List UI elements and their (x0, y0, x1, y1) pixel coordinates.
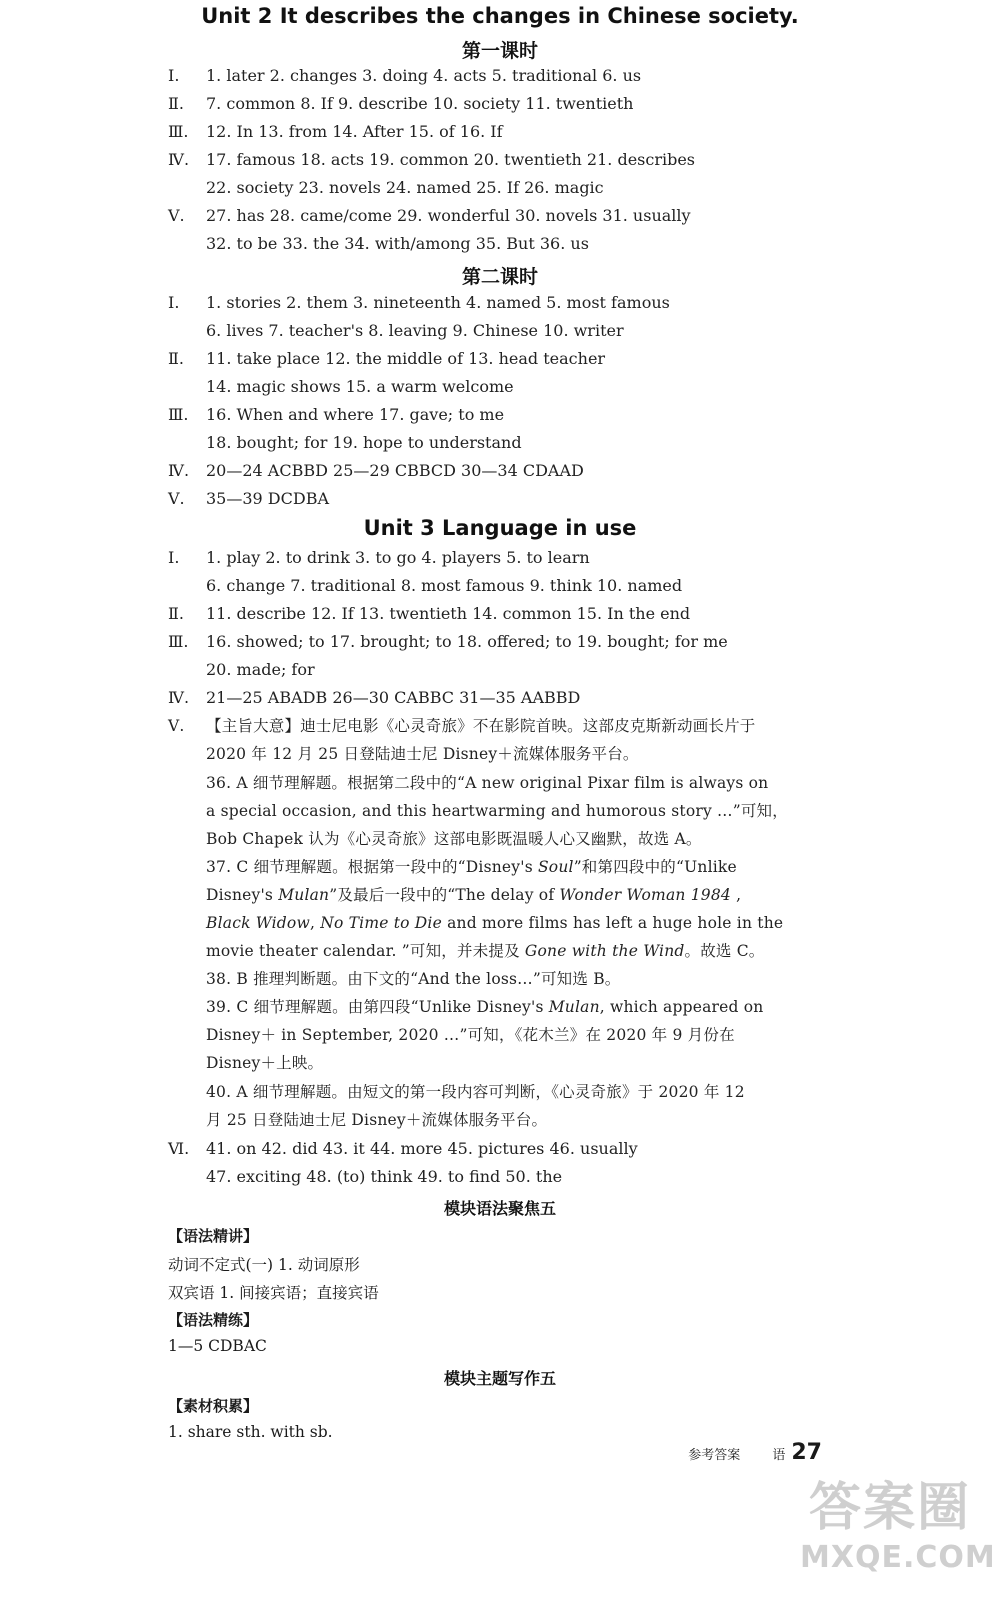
answer-line: Ⅲ. 12. In 13. from 14. After 15. of 16. If (168, 122, 503, 141)
q39-line: Disney＋ in September, 2020 …”可知，《花木兰》在 2020 年 9 月份在 (206, 1026, 735, 1044)
grammar-title: 模块语法聚焦五 (443, 1199, 556, 1218)
lesson2-title: 第二课时 (461, 266, 538, 288)
lesson1-title: 第一课时 (461, 40, 538, 62)
unit3-title: Unit 3 Language in use (363, 516, 637, 540)
answer-line: 22. society 23. novels 24. named 25. If 26. magic (206, 178, 604, 197)
grammar-line: 双宾语 1. 间接宾语；直接宾语 (168, 1284, 379, 1302)
watermark-logo: 答案圈 (808, 1478, 971, 1538)
answer-line: Ⅰ. 1. later 2. changes 3. doing 4. acts 5. traditional 6. us (168, 66, 642, 85)
answer-line: Ⅲ. 16. showed; to 17. brought; to 18. offered; to 19. bought; for me (168, 632, 728, 651)
q37-line: Black Widow, No Time to Die and more films has left a huge hole in the (206, 914, 784, 932)
q40-line: 40. A 细节理解题。由短文的第一段内容可判断，《心灵奇旅》于 2020 年 12 (206, 1083, 745, 1101)
grammar-line: 动词不定式(一) 1. 动词原形 (168, 1256, 360, 1274)
answer-line: Ⅵ. 41. on 42. did 43. it 44. more 45. pictures 46. usually (168, 1139, 638, 1158)
answer-line: Ⅳ. 20—24 ACBBD 25—29 CBBCD 30—34 CDAAD (168, 461, 584, 480)
answer-line: Ⅳ. 21—25 ABADB 26—30 CABBC 31—35 AABBD (168, 688, 581, 707)
q36-line: 36. A 细节理解题。根据第二段中的“A new original Pixar film is always on (206, 774, 769, 792)
footer-subject: 语 (772, 1448, 786, 1463)
q37-line: Disney's Mulan”及最后一段中的“The delay of Wonder Woman 1984 , (206, 886, 742, 904)
answer-line: 32. to be 33. the 34. with/among 35. But 36. us (206, 234, 589, 253)
writing-heading: 【素材积累】 (168, 1397, 259, 1415)
q39-line: 39. C 细节理解题。由第四段“Unlike Disney's Mulan, which appeared on (206, 998, 764, 1016)
q36-line: a special occasion, and this heartwarming and humorous story …”可知， (206, 802, 788, 820)
q37-line: 37. C 细节理解题。根据第一段中的“Disney's Soul”和第四段中的“Unlike (206, 858, 737, 876)
answer-line: Ⅱ. 7. common 8. If 9. describe 10. society 11. twentieth (168, 94, 634, 113)
page-footer (688, 1440, 822, 1465)
answer-line: 47. exciting 48. (to) think 49. to find 50. the (206, 1167, 563, 1186)
answer-line: 20. made; for (206, 660, 315, 679)
answer-line: Ⅴ. 35—39 DCDBA (168, 489, 330, 508)
answer-line: Ⅰ. 1. stories 2. them 3. nineteenth 4. named 5. most famous (168, 293, 670, 312)
grammar-line: 1—5 CDBAC (168, 1337, 267, 1355)
q39-line: Disney＋上映。 (206, 1054, 324, 1072)
watermark (800, 1478, 996, 1588)
page-number: 27 (791, 1440, 822, 1465)
answer-line: Ⅱ. 11. describe 12. If 13. twentieth 14. common 15. In the end (168, 604, 691, 623)
answer-line: Ⅱ. 11. take place 12. the middle of 13. head teacher (168, 349, 606, 368)
q40-line: 月 25 日登陆迪士尼 Disney＋流媒体服务平台。 (206, 1111, 548, 1129)
answer-line: 6. lives 7. teacher's 8. leaving 9. Chinese 10. writer (206, 321, 624, 340)
grammar-heading: 【语法精练】 (168, 1311, 259, 1329)
q38-line: 38. B 推理判断题。由下文的“And the loss…”可知选 B。 (206, 970, 621, 988)
grammar-heading: 【语法精讲】 (168, 1227, 259, 1245)
footer-label: 参考答案 (688, 1448, 741, 1463)
answer-line: 18. bought; for 19. hope to understand (206, 433, 522, 452)
answer-line: Ⅴ. 27. has 28. came/come 29. wonderful 30. novels 31. usually (168, 206, 691, 225)
unit2-title: Unit 2 It describes the changes in Chinese society. (201, 4, 799, 28)
answer-line: Ⅳ. 17. famous 18. acts 19. common 20. twentieth 21. describes (168, 150, 696, 169)
q36-line: Bob Chapek 认为《心灵奇旅》这部电影既温暖人心又幽默，故选 A。 (206, 830, 702, 848)
answer-line: Ⅲ. 16. When and where 17. gave; to me (168, 405, 505, 424)
main-idea-line: 2020 年 12 月 25 日登陆迪士尼 Disney＋流媒体服务平台。 (206, 745, 639, 763)
writing-title: 模块主题写作五 (443, 1369, 556, 1388)
answer-line: Ⅰ. 1. play 2. to drink 3. to go 4. players 5. to learn (168, 548, 590, 567)
q37-line: movie theater calendar. ”可知，并未提及 Gone with the Wind。故选 C。 (206, 942, 765, 960)
writing-line: 1. share sth. with sb. (168, 1423, 333, 1441)
answer-line: 6. change 7. traditional 8. most famous 9. think 10. named (206, 576, 683, 595)
answer-line: 14. magic shows 15. a warm welcome (206, 377, 514, 396)
main-idea-line: Ⅴ. 【主旨大意】迪士尼电影《心灵奇旅》不在影院首映。这部皮克斯新动画长片于 (168, 717, 756, 735)
watermark-url: MXQE.COM (800, 1540, 996, 1575)
